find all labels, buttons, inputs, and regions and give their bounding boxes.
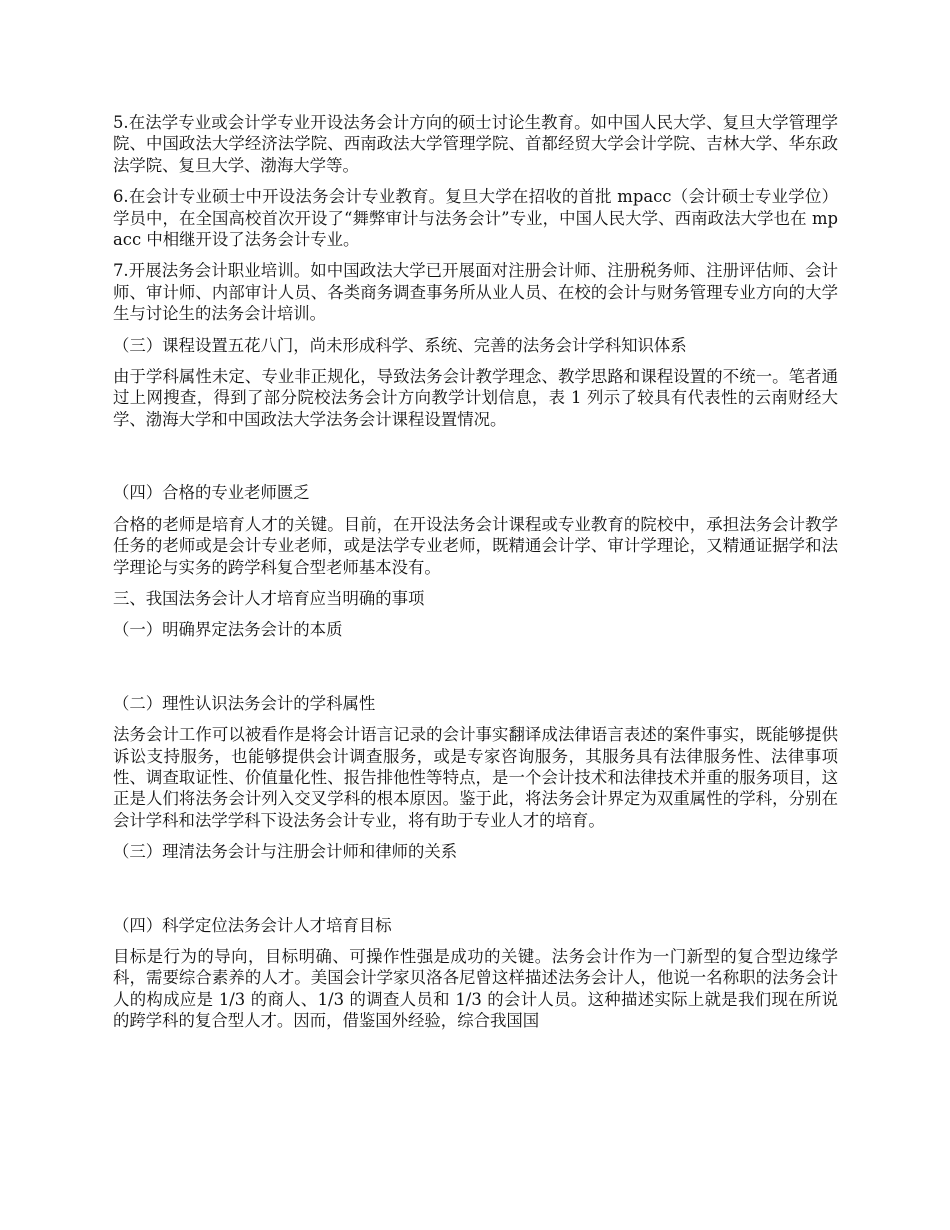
paragraph-curriculum: 由于学科属性未定、专业非正规化，导致法务会计教学理念、教学思路和课程设置的不统一。笔者通过上网搜查，得到了部分院校法务会计方向教学计划信息，表 1 列示了较具有代表性的云南财经大学、渤海大学和中国政法大学法务会计课程设置情况。 [113, 367, 838, 429]
paragraph-item-7: 7.开展法务会计职业培训。如中国政法大学已开展面对注册会计师、注册税务师、注册评估师、会计师、审计师、内部审计人员、各类商务调查事务所从业人员、在校的会计与财务管理专业方向的大学生与讨论生的法务会计培训。 [113, 261, 838, 324]
section-heading-goal: （四）科学定位法务会计人才培育目标 [113, 915, 392, 935]
chapter-heading-three: 三、我国法务会计人才培育应当明确的事项 [113, 588, 425, 608]
section-heading-teachers: （四）合格的专业老师匮乏 [113, 483, 310, 503]
section-heading-curriculum: （三）课程设置五花八门，尚未形成科学、系统、完善的法务会计学科知识体系 [113, 335, 687, 355]
section-heading-nature: （一）明确界定法务会计的本质 [113, 620, 343, 640]
paragraph-goal: 目标是行为的导向，目标明确、可操作性强是成功的关键。法务会计作为一门新型的复合型边缘学科，需要综合素养的人才。美国会计学家贝洛各尼曾这样描述法务会计人，他说一名称职的法务会计人的构成应是 1/3 的商人、1/3 的调查人员和 1/3 的会计人员。这种描述实际上就是我们现在所说的跨学科的复合型人才。因而，借鉴国外经验，综合我国国 [113, 946, 838, 1031]
paragraph-attribute: 法务会计工作可以被看作是将会计语言记录的会计事实翻译成法律语言表述的案件事实，既能够提供诉讼支持服务，也能够提供会计调查服务，或是专家咨询服务，其服务具有法律服务性、法律事项性、调查取证性、价值量化性、报告排他性等特点，是一个会计技术和法律技术并重的服务项目，这正是人们将法务会计列入交叉学科的根本原因。鉴于此，将法务会计界定为双重属性的学科，分别在会计学科和法学学科下设法务会计专业，将有助于专业人才的培育。 [113, 725, 838, 830]
paragraph-item-6: 6.在会计专业硕士中开设法务会计专业教育。复旦大学在招收的首批 mpacc（会计硕士专业学位）学员中，在全国高校首次开设了“舞弊审计与法务会计”专业，中国人民大学、西南政法大学也在 mpacc 中相继开设了法务会计专业。 [113, 187, 838, 250]
document-page [113, 112, 838, 1032]
section-heading-relation: （三）理清法务会计与注册会计师和律师的关系 [113, 842, 458, 862]
paragraph-teachers: 合格的老师是培育人才的关键。目前，在开设法务会计课程或专业教育的院校中，承担法务会计教学任务的老师或是会计专业老师，或是法学专业老师，既精通会计学、审计学理论，又精通证据学和法学理论与实务的跨学科复合型老师基本没有。 [113, 514, 838, 577]
paragraph-item-5: 5.在法学专业或会计学专业开设法务会计方向的硕士讨论生教育。如中国人民大学、复旦大学管理学院、中国政法大学经济法学院、西南政法大学管理学院、首都经贸大学会计学院、吉林大学、华东政法学院、复旦大学、渤海大学等。 [113, 113, 838, 175]
section-heading-attribute: （二）理性认识法务会计的学科属性 [113, 693, 376, 713]
